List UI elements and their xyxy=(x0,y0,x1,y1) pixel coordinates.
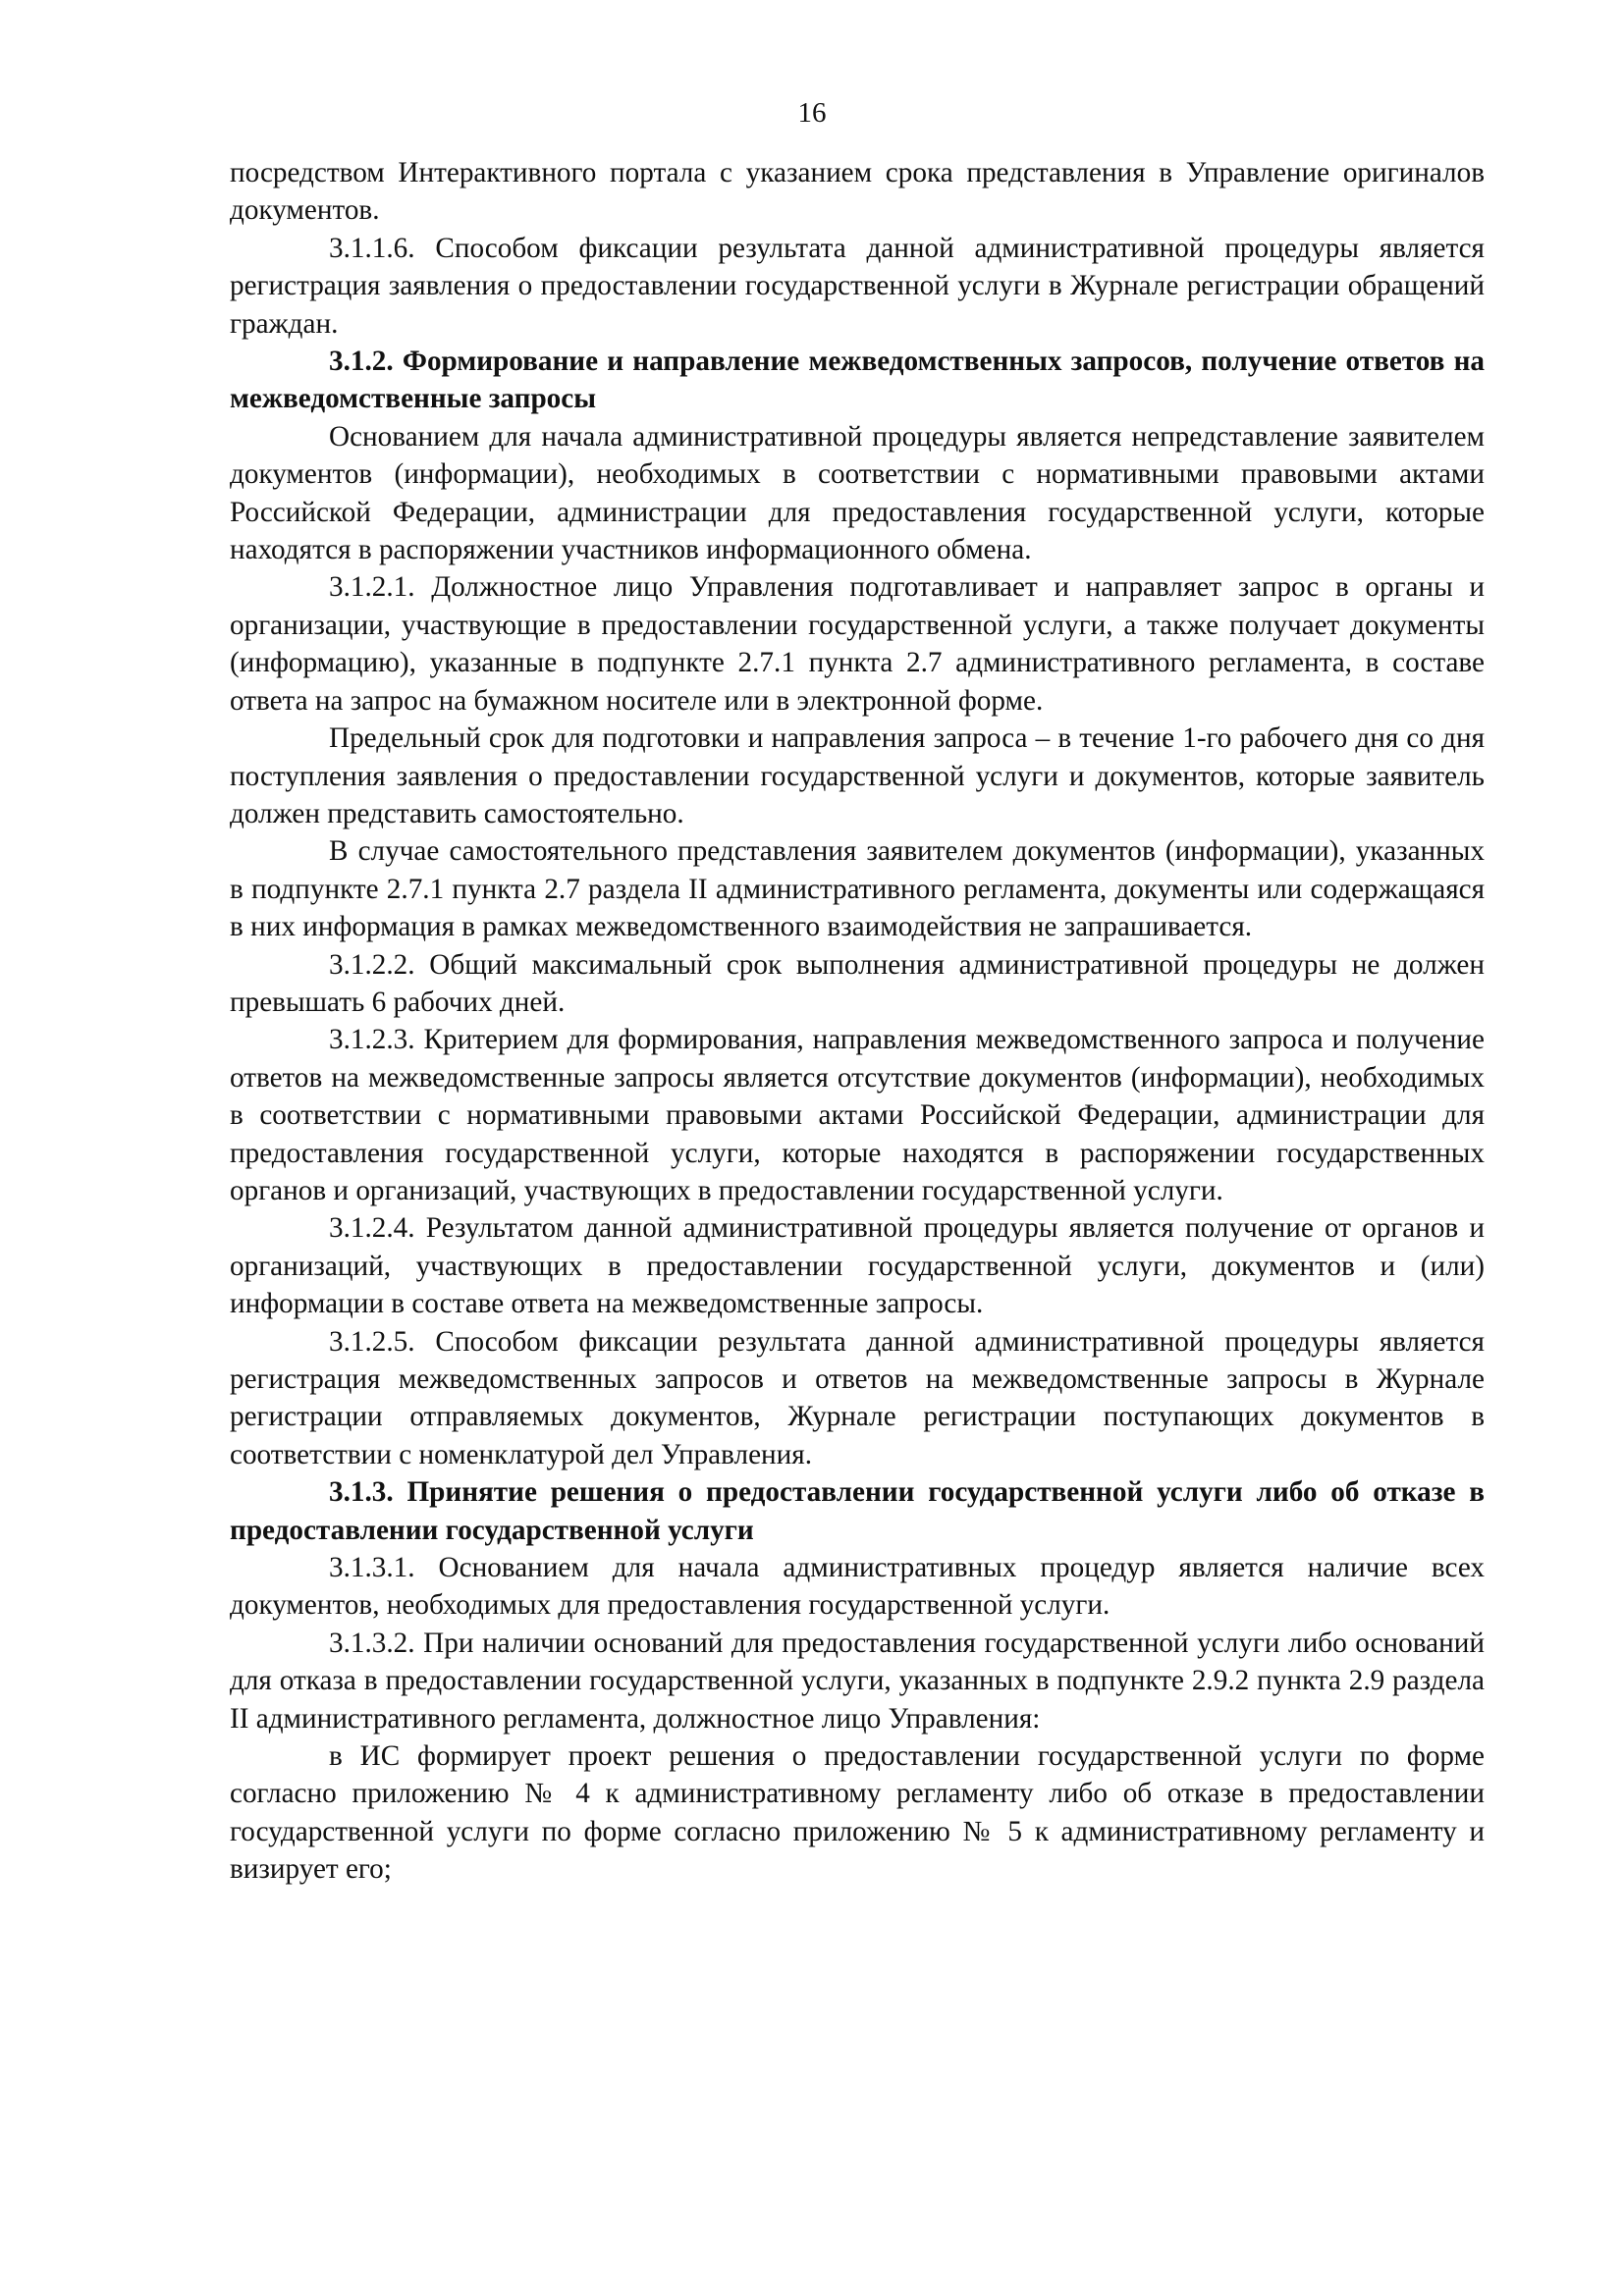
paragraph-self-submission: В случае самостоятельного представления заявителем документов (информации), указанных в подпункте 2.7.1 пункта 2.7 раздела II административного регламента, документы или содержащаяся в них информация в рамках межведомственного взаимодействия не запрашивается. xyxy=(230,835,1485,943)
paragraph-basis: Основанием для начала административной процедуры является непредставление заявителем документов (информации), необходимых в соответствии с нормативными правовыми актами Российской Федерации, администрации для предоставления государственной услуги, которые находятся в распоряжении участников информационного обмена. xyxy=(230,420,1485,566)
paragraph-3-1-3-1: 3.1.3.1. Основанием для начала административных процедур является наличие всех документов, необходимых для предоставления государственной услуги. xyxy=(230,1552,1485,1622)
page-number: 16 xyxy=(797,97,827,129)
paragraph-continuation: посредством Интерактивного портала с указанием срока представления в Управление оригиналов документов. xyxy=(230,157,1485,227)
paragraph-deadline: Предельный срок для подготовки и направления запроса – в течение 1-го рабочего дня со дня поступления заявления о предоставлении государственной услуги и документов, которые заявитель должен представить самостоятельно. xyxy=(230,722,1485,829)
paragraph-3-1-2-2: 3.1.2.2. Общий максимальный срок выполнения административной процедуры не должен превышать 6 рабочих дней. xyxy=(230,948,1485,1018)
document-body xyxy=(230,154,1485,1889)
paragraph-3-1-2-1: 3.1.2.1. Должностное лицо Управления подготавливает и направляет запрос в органы и организации, участвующие в предоставлении государственной услуги, а также получает документы (информацию), указанные в подпункте 2.7.1 пункта 2.7 административного регламента, в составе ответа на запрос на бумажном носителе или в электронной форме. xyxy=(230,571,1485,717)
paragraph-3-1-1-6: 3.1.1.6. Способом фиксации результата данной административной процедуры является регистрация заявления о предоставлении государственной услуги в Журнале регистрации обращений граждан. xyxy=(230,232,1485,340)
section-heading-3-1-2: 3.1.2. Формирование и направление межведомственных запросов, получение ответов на межведомственные запросы xyxy=(230,346,1485,415)
paragraph-3-1-2-3: 3.1.2.3. Критерием для формирования, направления межведомственного запроса и получение ответов на межведомственные запросы является отсутствие документов (информации), необходимых в соответствии с нормативными правовыми актами Российской Федерации, администрации для предоставления государственной услуги, которые находятся в распоряжении государственных органов и организаций, участвующих в предоставлении государственной услуги. xyxy=(230,1024,1485,1206)
paragraph-3-1-3-2: 3.1.3.2. При наличии оснований для предоставления государственной услуги либо оснований для отказа в предоставлении государственной услуги, указанных в подпункте 2.9.2 пункта 2.9 раздела II административного регламента, должностное лицо Управления: xyxy=(230,1627,1485,1735)
paragraph-is-draft-decision: в ИС формирует проект решения о предоставлении государственной услуги по форме согласно приложению № 4 к административному регламенту либо об отказе в предоставлении государственной услуги по форме согласно приложению № 5 к административному регламенту и визирует его; xyxy=(230,1740,1485,1886)
paragraph-3-1-2-5: 3.1.2.5. Способом фиксации результата данной административной процедуры является регистрация межведомственных запросов и ответов на межведомственные запросы в Журнале регистрации отправляемых документов, Журнале регистрации поступающих документов в соответствии с номенклатурой дел Управления. xyxy=(230,1325,1485,1470)
section-heading-3-1-3: 3.1.3. Принятие решения о предоставлении государственной услуги либо об отказе в предоставлении государственной услуги xyxy=(230,1476,1485,1546)
paragraph-3-1-2-4: 3.1.2.4. Результатом данной административной процедуры является получение от органов и организаций, участвующих в предоставлении государственной услуги, документов и (или) информации в составе ответа на межведомственные запросы. xyxy=(230,1212,1485,1320)
